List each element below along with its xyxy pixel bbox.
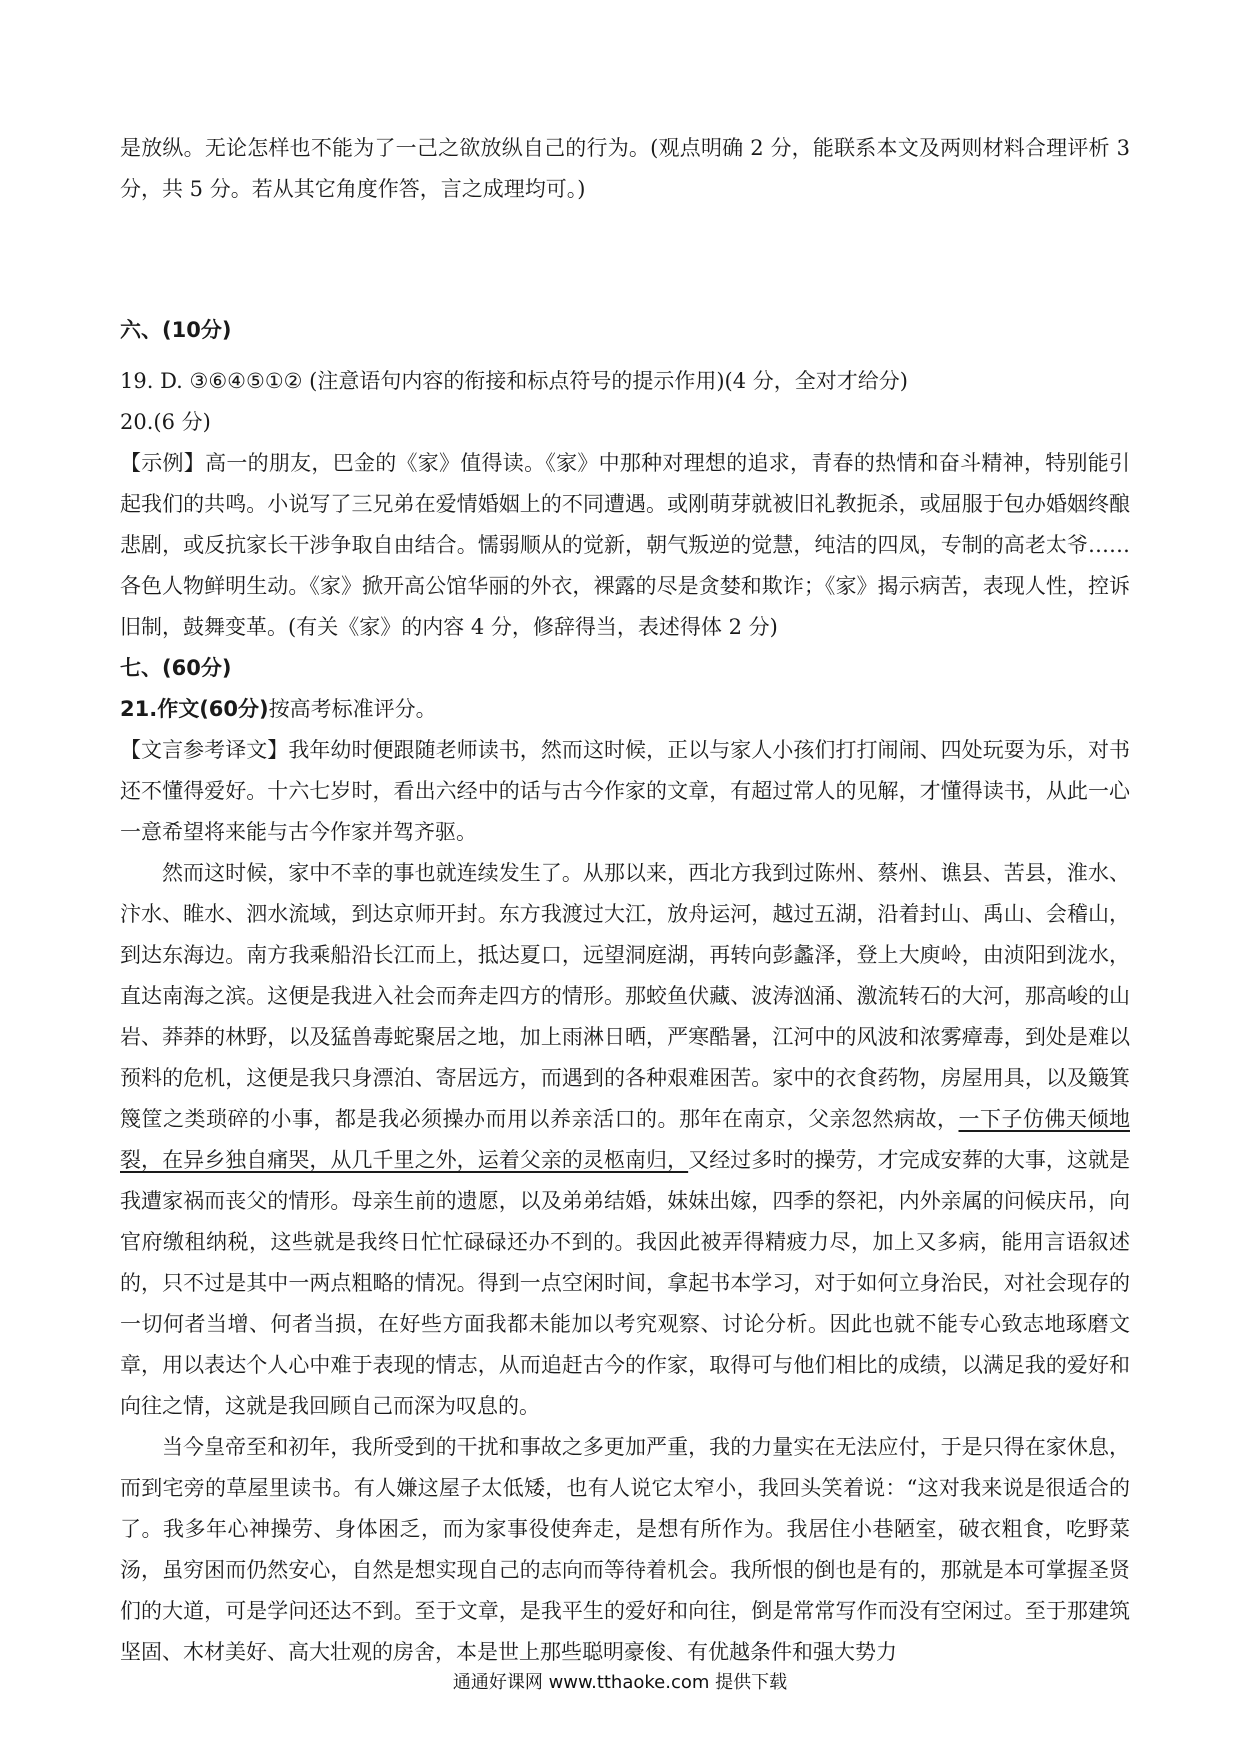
example-label: 【示例】 [120, 451, 206, 475]
translation-paragraph-2 [120, 853, 1130, 1427]
translation-label: 【文言参考译文】 [120, 738, 289, 762]
answer-19: 19. D. ③⑥④⑤①② (注意语句内容的衔接和标点符号的提示作用)(4 分，全对才给分) [120, 369, 908, 393]
translation-paragraph-1 [120, 730, 1130, 853]
underlined-sentence: 一下子仿佛天倾地裂，在异乡独自痛哭，从几千里之外，运着父亲的灵柩南归， [120, 1107, 1130, 1172]
section-6-heading: 六、(10分) [120, 318, 232, 342]
answer-21-text: 按高考标准评分。 [268, 697, 437, 721]
spacer [120, 210, 1130, 310]
section-7-heading: 七、(60分) [120, 656, 232, 680]
answer-paragraph-top: 是放纵。无论怎样也不能为了一己之欲放纵自己的行为。(观点明确 2 分，能联系本文及两则材料合理评析 3 分，共 5 分。若从其它角度作答，言之成理均可。) [120, 136, 1130, 201]
answer-20-example [120, 443, 1130, 648]
translation-paragraph-3: 当今皇帝至和初年，我所受到的干扰和事故之多更加严重，我的力量实在无法应付，于是只得在家休息，而到宅旁的草屋里读书。有人嫌这屋子太低矮，也有人说它太窄小，我回头笑着说：“这对我来说是很适合的了。我多年心神操劳、身体困乏，而为家事役使奔走，是想有所作为。我居住小巷陋室，破衣粗食，吃野菜汤，虽穷困而仍然安心，自然是想实现自己的志向而等待着机会。我所恨的倒也是有的，那就是本可掌握圣贤们的大道，可是学问还达不到。至于文章，是我平生的爱好和向往，倒是常常写作而没有空闲过。至于那建筑坚固、木材美好、高大壮观的房舍，本是世上那些聪明豪俊、有优越条件和强大势力 [120, 1435, 1130, 1664]
page-footer: 通通好课网 www.tthaoke.com 提供下载 [452, 1672, 788, 1693]
translation-text-2a: 然而这时候，家中不幸的事也就连续发生了。从那以来，西北方我到过陈州、蔡州、谯县、苦县，淮水、汴水、睢水、泗水流域，到达京师开封。东方我渡过大江，放舟运河，越过五湖，沿着封山、禹山、会稽山，到达东海边。南方我乘船沿长江而上，抵达夏口，远望洞庭湖，再转向彭蠡泽，登上大庾岭，由浈阳到泷水，直达南海之滨。这便是我进入社会而奔走四方的情形。那蛟鱼伏藏、波涛汹涌、激流转石的大河，那高峻的山岩、莽莽的林野，以及猛兽毒蛇聚居之地，加上雨淋日晒，严寒酷暑，江河中的风波和浓雾瘴毒，到处是难以预料的危机，这便是我只身漂泊、寄居远方，而遇到的各种艰难困苦。家中的衣食药物，房屋用具，以及簸箕篾筐之类琐碎的小事，都是我必须操办而用以养亲活口的。那年在南京，父亲忽然病故， [120, 861, 1130, 1131]
document-body [120, 128, 1130, 1673]
answer-21-label: 21.作文(60分) [120, 697, 269, 721]
translation-text-1: 我年幼时便跟随老师读书，然而这时候，正以与家人小孩们打打闹闹、四处玩耍为乐，对书还不懂得爱好。十六七岁时，看出六经中的话与古今作家的文章，有超过常人的见解，才懂得读书，从此一心一意希望将来能与古今作家并驾齐驱。 [120, 738, 1130, 844]
answer-20-label: 20.(6 分) [120, 410, 211, 434]
example-text: 高一的朋友，巴金的《家》值得读。《家》中那种对理想的追求，青春的热情和奋斗精神，特别能引起我们的共鸣。小说写了三兄弟在爱情婚姻上的不同遭遇。或刚萌芽就被旧礼教扼杀，或屈服于包办婚姻终酿悲剧，或反抗家长干涉争取自由结合。懦弱顺从的觉新，朝气叛逆的觉慧，纯洁的四凤，专制的高老太爷……各色人物鲜明生动。《家》掀开高公馆华丽的外衣，裸露的尽是贪婪和欺诈；《家》揭示病苦，表现人性，控诉旧制，鼓舞变革。(有关《家》的内容 4 分，修辞得当，表述得体 2 分) [120, 451, 1131, 639]
translation-text-2b: 又经过多时的操劳，才完成安葬的大事，这就是我遭家祸而丧父的情形。母亲生前的遗愿，以及弟弟结婚，妹妹出嫁，四季的祭祀，内外亲属的问候庆吊，向官府缴租纳税，这些就是我终日忙忙碌碌还办不到的。我因此被弄得精疲力尽，加上又多病，能用言语叙述的，只不过是其中一两点粗略的情况。得到一点空闲时间，拿起书本学习，对于如何立身治民，对社会现存的一切何者当增、何者当损，在好些方面我都未能加以考究观察、讨论分析。因此也就不能专心致志地琢磨文章，用以表达个人心中难于表现的情志，从而追赶古今的作家，取得可与他们相比的成绩，以满足我的爱好和向往之情，这就是我回顾自己而深为叹息的。 [120, 1148, 1131, 1418]
answer-21 [120, 689, 1130, 730]
